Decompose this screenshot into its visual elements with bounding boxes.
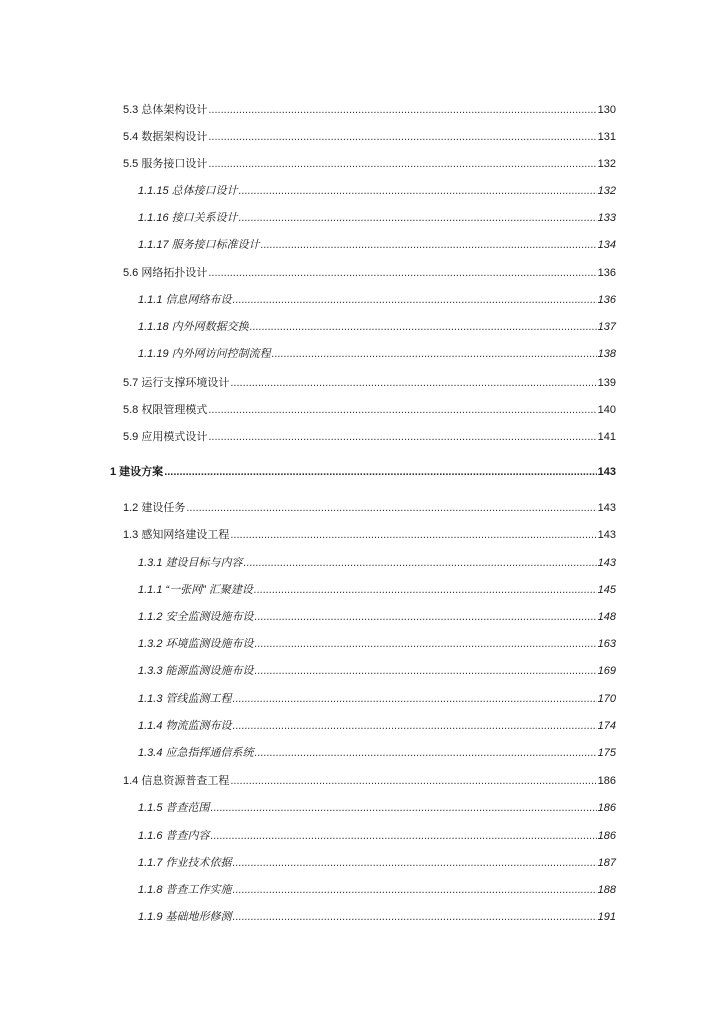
toc-entry-page-number: 170 — [597, 693, 616, 705]
toc-entry[interactable] — [138, 745, 616, 761]
toc-entry-title: 1.2 建设任务 — [123, 502, 186, 514]
toc-entry-title: 1.1.1 信息网络布设 — [138, 294, 232, 306]
toc-entry-page-number: 143 — [597, 466, 616, 478]
toc-entry-title: 1.1.15 总体接口设计 — [138, 185, 238, 197]
toc-entry-page-number: 188 — [597, 884, 616, 896]
toc-entry-title: 5.7 运行支撑环境设计 — [123, 377, 230, 389]
toc-entry[interactable] — [138, 718, 616, 734]
toc-entry[interactable] — [138, 691, 616, 707]
toc-entry-title: 1.3.2 环境监测设施布设 — [138, 638, 254, 650]
toc-dot-leader — [211, 800, 597, 816]
toc-dot-leader — [208, 265, 596, 281]
toc-dot-leader — [255, 663, 597, 679]
toc-entry-title: 1.1.8 普查工作实施 — [138, 884, 232, 896]
toc-entry-title: 1.1.2 安全监测设施布设 — [138, 611, 254, 623]
toc-dot-leader — [186, 500, 596, 516]
toc-dot-leader — [230, 375, 596, 391]
toc-dot-leader — [211, 828, 597, 844]
toc-dot-leader — [208, 402, 596, 418]
toc-dot-leader — [254, 582, 597, 598]
toc-dot-leader — [208, 156, 596, 172]
toc-entry-page-number: 131 — [597, 131, 616, 143]
toc-dot-leader — [233, 292, 597, 308]
toc-entry[interactable] — [123, 773, 616, 789]
toc-entry-title: 1.1.16 接口关系设计 — [138, 212, 238, 224]
toc-entry-page-number: 143 — [597, 529, 616, 541]
toc-entry-page-number: 136 — [597, 294, 616, 306]
toc-dot-leader — [255, 609, 597, 625]
toc-entry-page-number: 138 — [597, 348, 616, 360]
toc-dot-leader — [239, 183, 597, 199]
toc-entry-page-number: 186 — [597, 802, 616, 814]
toc-entry-page-number: 132 — [597, 158, 616, 170]
toc-entry-page-number: 140 — [597, 404, 616, 416]
toc-entry[interactable] — [138, 855, 616, 871]
toc-entry[interactable] — [123, 429, 616, 445]
toc-entry-title: 1.1.17 服务接口标准设计 — [138, 239, 260, 251]
toc-dot-leader — [233, 882, 597, 898]
toc-entry-title: 1.1.4 物流监测布设 — [138, 720, 232, 732]
toc-entry[interactable] — [138, 909, 616, 925]
toc-entry-title: 1.3.4 应急指挥通信系统 — [138, 747, 254, 759]
toc-entry[interactable] — [138, 582, 616, 598]
toc-entry[interactable] — [138, 555, 616, 571]
toc-entry-page-number: 145 — [597, 584, 616, 596]
toc-dot-leader — [233, 909, 597, 925]
toc-entry-page-number: 186 — [597, 775, 616, 787]
toc-dot-leader — [164, 464, 596, 480]
toc-entry[interactable] — [123, 156, 616, 172]
toc-entry-page-number: 130 — [597, 104, 616, 116]
toc-entry-page-number: 136 — [597, 267, 616, 279]
toc-entry-title: 5.6 网络拓扑设计 — [123, 267, 208, 279]
toc-dot-leader — [208, 129, 596, 145]
toc-entry[interactable] — [123, 402, 616, 418]
toc-entry-page-number: 191 — [597, 911, 616, 923]
toc-entry[interactable] — [138, 828, 616, 844]
toc-entry[interactable] — [123, 375, 616, 391]
toc-entry[interactable] — [138, 800, 616, 816]
toc-entry[interactable] — [138, 636, 616, 652]
toc-entry-title: 5.4 数据架构设计 — [123, 131, 208, 143]
toc-entry-page-number: 137 — [597, 321, 616, 333]
toc-entry-page-number: 186 — [597, 830, 616, 842]
toc-dot-leader — [250, 319, 597, 335]
toc-dot-leader — [255, 745, 597, 761]
toc-entry[interactable] — [110, 464, 616, 480]
toc-entry[interactable] — [138, 882, 616, 898]
toc-dot-leader — [233, 855, 597, 871]
toc-entry[interactable] — [138, 237, 616, 253]
toc-dot-leader — [261, 237, 597, 253]
toc-entry-page-number: 169 — [597, 665, 616, 677]
toc-entry-title: 1.1.5 普查范围 — [138, 802, 210, 814]
toc-entry-page-number: 132 — [597, 185, 616, 197]
toc-entry[interactable] — [123, 102, 616, 118]
toc-entry-title: 1.1.7 作业技术依据 — [138, 857, 232, 869]
toc-entry-title: 1.1.3 管线监测工程 — [138, 693, 232, 705]
toc-entry-title: 5.8 权限管理模式 — [123, 404, 208, 416]
toc-entry[interactable] — [138, 292, 616, 308]
toc-entry[interactable] — [123, 265, 616, 281]
toc-dot-leader — [239, 210, 597, 226]
toc-entry[interactable] — [123, 527, 616, 543]
toc-entry-page-number: 148 — [597, 611, 616, 623]
toc-entry-title: 1 建设方案 — [110, 466, 164, 478]
toc-entry-title: 1.3 感知网络建设工程 — [123, 529, 230, 541]
toc-entry-title: 1.1.19 内外网访问控制流程 — [138, 348, 271, 360]
toc-entry[interactable] — [138, 346, 616, 362]
toc-entry-page-number: 174 — [597, 720, 616, 732]
toc-entry-page-number: 187 — [597, 857, 616, 869]
toc-entry[interactable] — [123, 500, 616, 516]
toc-dot-leader — [230, 527, 596, 543]
toc-dot-leader — [208, 102, 596, 118]
toc-entry[interactable] — [138, 183, 616, 199]
toc-entry-title: 1.1.6 普查内容 — [138, 830, 210, 842]
toc-entry-page-number: 163 — [597, 638, 616, 650]
toc-entry-title: 1.1.18 内外网数据交换 — [138, 321, 249, 333]
toc-entry-page-number: 143 — [597, 557, 616, 569]
toc-dot-leader — [233, 691, 597, 707]
toc-entry[interactable] — [138, 663, 616, 679]
toc-entry[interactable] — [138, 319, 616, 335]
toc-entry-page-number: 134 — [597, 239, 616, 251]
toc-dot-leader — [233, 718, 597, 734]
toc-entry[interactable] — [123, 129, 616, 145]
toc-entry-title: 5.9 应用模式设计 — [123, 431, 208, 443]
toc-entry-page-number: 175 — [597, 747, 616, 759]
toc-entry-title: 1.4 信息资源普查工程 — [123, 775, 230, 787]
toc-dot-leader — [255, 636, 597, 652]
toc-entry-title: 1.1.1 “一张网” 汇聚建设 — [138, 584, 253, 596]
toc-entry-title: 5.5 服务接口设计 — [123, 158, 208, 170]
toc-entry-title: 5.3 总体架构设计 — [123, 104, 208, 116]
toc-entry-title: 1.1.9 基础地形修测 — [138, 911, 232, 923]
toc-entry-page-number: 139 — [597, 377, 616, 389]
toc-dot-leader — [244, 555, 597, 571]
toc-entry-page-number: 133 — [597, 212, 616, 224]
toc-dot-leader — [272, 346, 597, 362]
toc-entry-title: 1.3.1 建设目标与内容 — [138, 557, 243, 569]
toc-dot-leader — [230, 773, 596, 789]
toc-entry[interactable] — [138, 210, 616, 226]
toc-entry-page-number: 141 — [597, 431, 616, 443]
toc-entry-page-number: 143 — [597, 502, 616, 514]
toc-dot-leader — [208, 429, 596, 445]
toc-entry-title: 1.3.3 能源监测设施布设 — [138, 665, 254, 677]
toc-entry[interactable] — [138, 609, 616, 625]
